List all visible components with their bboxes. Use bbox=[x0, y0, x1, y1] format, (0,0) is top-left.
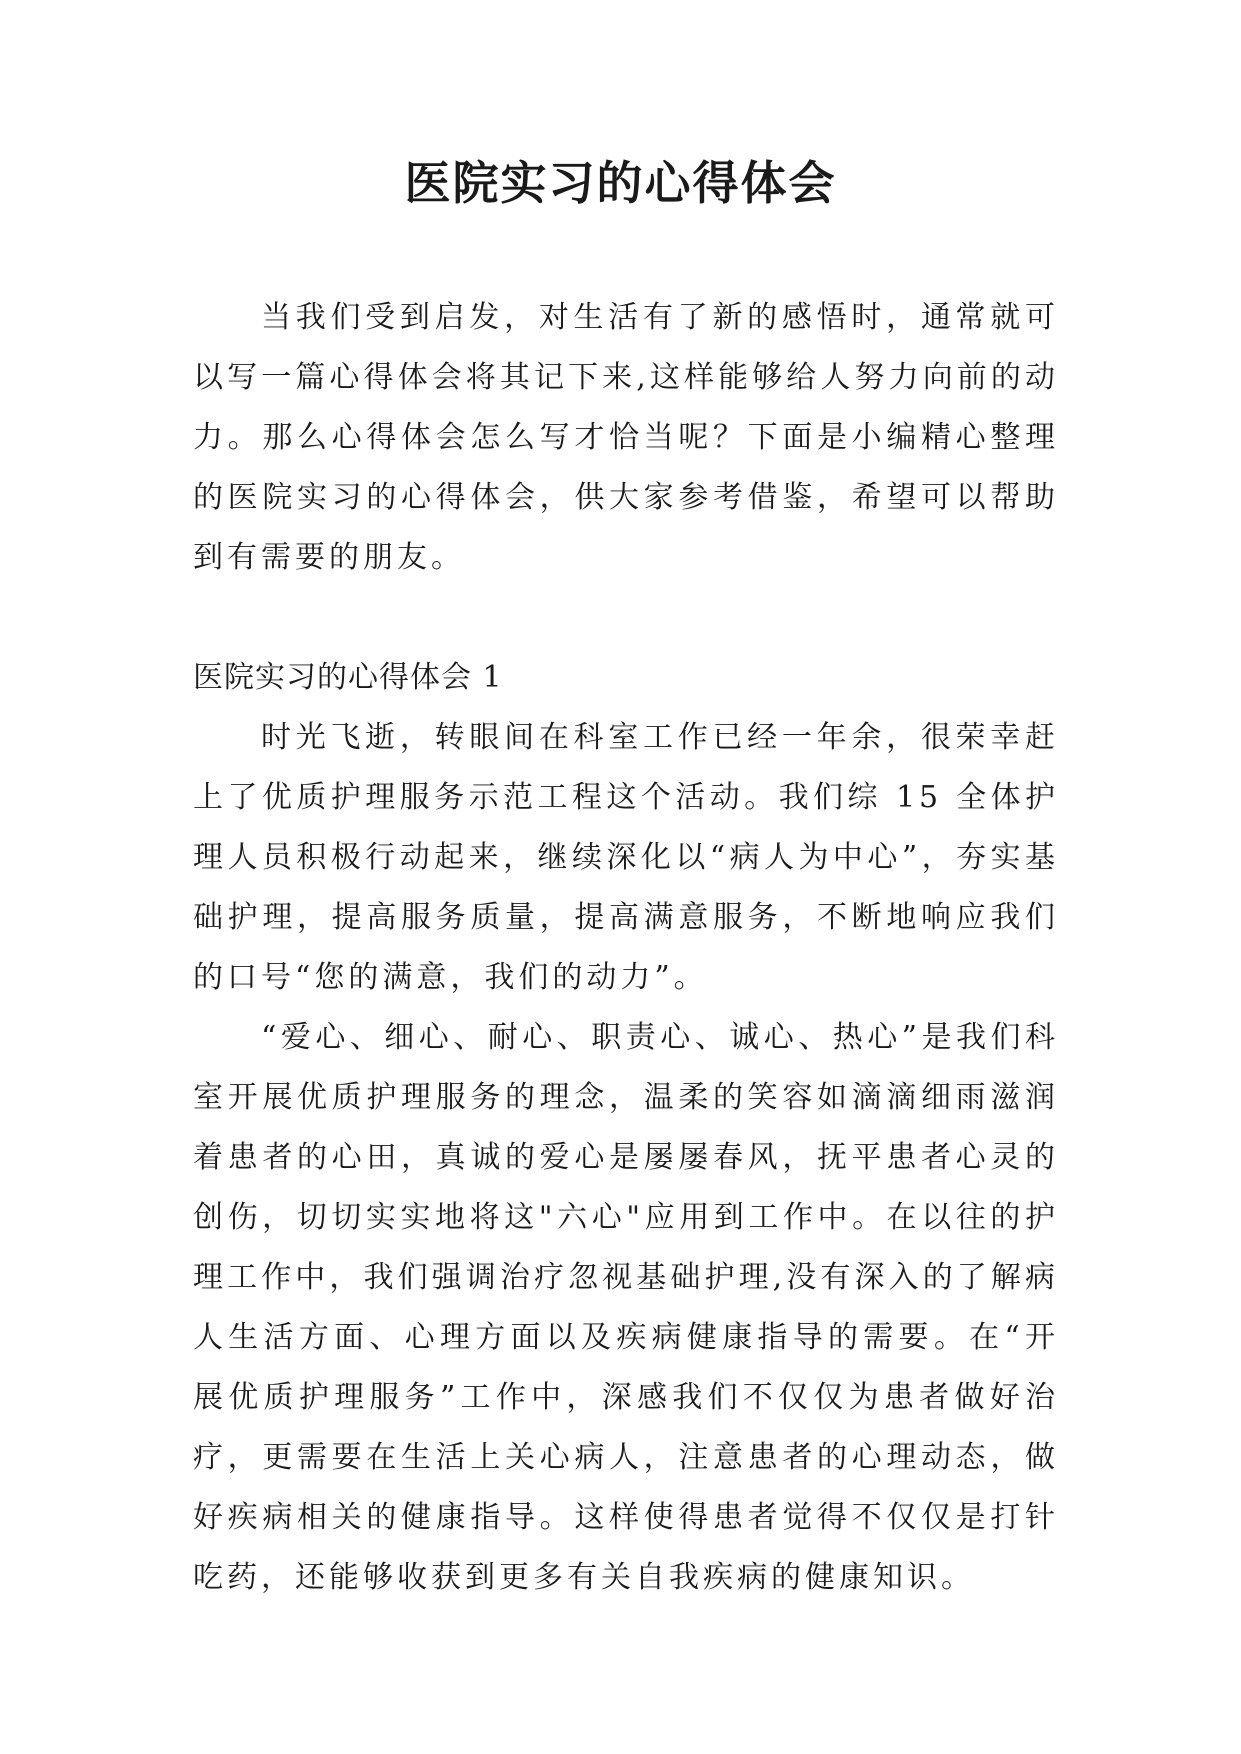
document-body bbox=[193, 288, 1059, 1608]
document-title: 医院实习的心得体会 bbox=[404, 156, 837, 210]
body-paragraph-1: 时光飞逝，转眼间在科室工作已经一年余，很荣幸赶上了优质护理服务示范工程这个活动。我们综 15 全体护理人员积极行动起来，继续深化以“病人为中心”，夯实基础护理，提高服务质量，提高满意服务，不断地响应我们的口号“您的满意，我们的动力”。 bbox=[193, 720, 1059, 995]
intro-paragraph: 当我们受到启发，对生活有了新的感悟时，通常就可以写一篇心得体会将其记下来,这样能够给人努力向前的动力。那么心得体会怎么写才恰当呢？下面是小编精心整理的医院实习的心得体会，供大家参考借鉴，希望可以帮助到有需要的朋友。 bbox=[193, 300, 1059, 575]
section-heading: 医院实习的心得体会 1 bbox=[193, 660, 503, 695]
body-paragraph-2: “爱心、细心、耐心、职责心、诚心、热心”是我们科室开展优质护理服务的理念，温柔的笑容如滴滴细雨滋润着患者的心田，真诚的爱心是屡屡春风，抚平患者心灵的创伤，切切实实地将这"六心"应用到工作中。在以往的护理工作中，我们强调治疗忽视基础护理,没有深入的了解病人生活方面、心理方面以及疾病健康指导的需要。在“开展优质护理服务”工作中，深感我们不仅仅为患者做好治疗，更需要在生活上关心病人，注意患者的心理动态，做好疾病相关的健康指导。这样使得患者觉得不仅仅是打针吃药，还能够收获到更多有关自我疾病的健康知识。 bbox=[193, 1020, 1059, 1595]
